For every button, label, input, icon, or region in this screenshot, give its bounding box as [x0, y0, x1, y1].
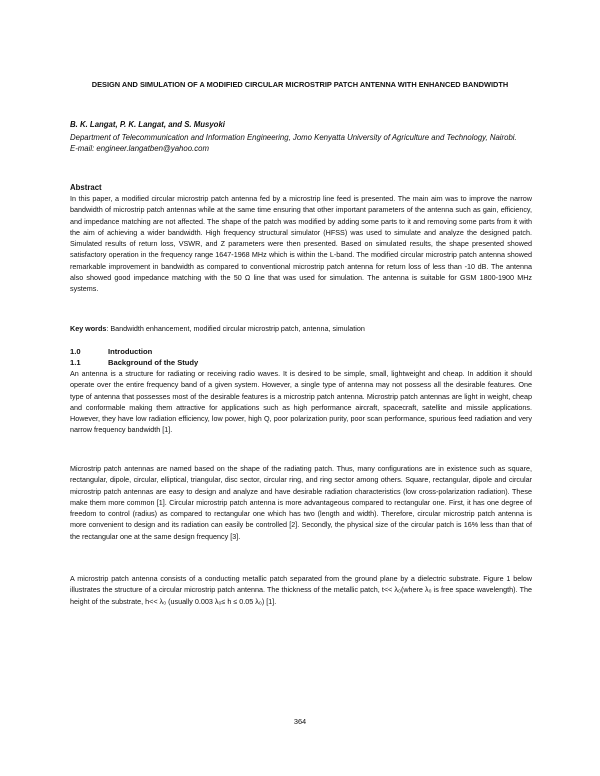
section-heading-background — [70, 357, 198, 368]
affiliation: Department of Telecommunication and Information Engineering, Jomo Kenyatta University of Agriculture and Technology, Nairobi. — [70, 133, 517, 142]
paper-title: DESIGN AND SIMULATION OF A MODIFIED CIRCULAR MICROSTRIP PATCH ANTENNA WITH ENHANCED BANDWIDTH — [91, 80, 509, 89]
section-number: 1.0 — [70, 347, 81, 356]
abstract-text: In this paper, a modified circular microstrip patch antenna fed by a microstrip line feed is presented. The main aim was to improve the narrow bandwidth of microstrip patch antennas while at the same time ensuring that other important parameters of the antenna such as gain, efficiency, and impedance matching are not affected. The shape of the patch was modified by adding some parts to it and removing some parts from it with the aim of achieving a wider bandwidth. High frequency structural simulator (HFSS) was used to simulate and analyze the designed patch. Simulated results of return loss, VSWR, and Z parameters were then presented. Based on simulated results, the shape presented showed satisfactory operation in the frequency range 1647-1968 MHz which is within the L-band. The modified circular microstrip patch antenna showed remarkable improvement in bandwidth as compared to conventional microstrip patch antenna for return loss of less than -10 dB. The antenna also showed good impedance matching with the 50 Ω line that was used for simulation. The antenna is suitable for GSM 1800-1900 MHz systems. — [70, 194, 532, 294]
body-paragraph-2: Microstrip patch antennas are named based on the shape of the radiating patch. Thus, many configurations are in existence such as square, rectangular, dipole, circular, elliptical, triangular, disc sector, circular ring, and ring sector among others. Square, rectangular, dipole and circular microstrip patch antennas are easy to design and analyze and have desirable radiation characteristics (low cross-polarization radiation). These make them more common [1]. Circular microstrip patch antenna is more advantageous compared to rectangular one. First, it has one degree of freedom to control (radius) as compared to rectangular one which has two (length and width). Therefore, circular microstrip patch antenna is more convenient to design and its radiation can easily be controlled [2]. Secondly, the physical size of the circular patch is 16% less than that of the rectangular one at the same design frequency [3]. — [70, 464, 532, 541]
body-paragraph-3: A microstrip patch antenna consists of a conducting metallic patch separated from the ground plane by a dielectric substrate. Figure 1 below illustrates the structure of a circular microstrip patch antenna. The thickness of the metallic patch, t<< λ₀(where λ₀ is free space wavelength). The height of the substrate, h<< λ₀ (usually 0.003 λ₀≤ h ≤ 0.05 λ₀) [1]. — [70, 574, 532, 606]
author-email: E-mail: engineer.langatben@yahoo.com — [70, 144, 209, 154]
section-title: Introduction — [108, 347, 153, 356]
body-paragraph-1: An antenna is a structure for radiating or receiving radio waves. It is desired to be simple, small, lightweight and cheap. In addition it should operate over the entire frequency band of a given system. However, a single type of antenna may not possess all the desirable features. One type of antenna that possesses most of the desirable features is a microstrip patch antenna. Microstrip patch antennas are light in weight, cheap and conformable making them attractive for applications such as high performance aircraft, spacecraft, satellite and missile applications. However, they have low radiation efficiency, low power, high Q, poor polarization purity, poor scan performance, spurious feed radiation and very narrow frequency bandwidth [1]. — [70, 369, 532, 435]
keywords-text: : Bandwidth enhancement, modified circular microstrip patch, antenna, simulation — [106, 324, 365, 333]
abstract-heading: Abstract — [70, 183, 102, 192]
section-number: 1.1 — [70, 358, 81, 367]
author-list: B. K. Langat, P. K. Langat, and S. Musyoki — [70, 120, 225, 129]
affiliation-block — [70, 132, 532, 155]
keywords — [70, 323, 532, 334]
section-heading-introduction — [70, 346, 152, 357]
section-title: Background of the Study — [108, 358, 199, 367]
page-number: 364 — [293, 717, 307, 726]
keywords-label: Key words — [70, 324, 107, 333]
